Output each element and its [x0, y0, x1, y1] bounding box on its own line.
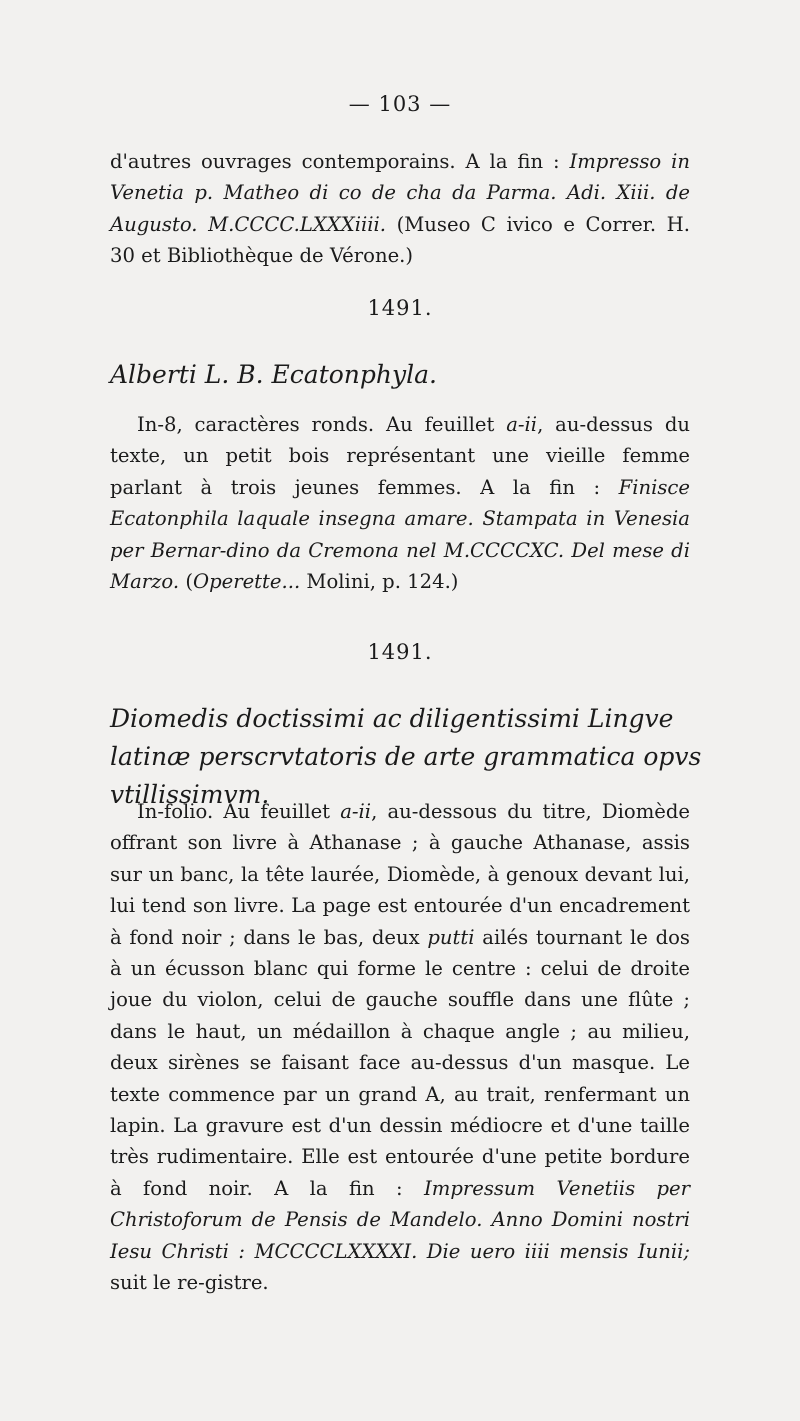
intro-paragraph — [110, 146, 690, 272]
entry2-text-part: suit le re-gistre. — [110, 1271, 269, 1295]
entry2-description — [110, 796, 690, 1299]
intro-colophon: Impresso in Venetia p. Matheo di co de cha da Parma. Adi. Xiii. de Augusto. M.CCCC.LXXXiiii. — [110, 150, 690, 236]
entry1-text-part: , au-dessus du texte, un petit bois représentant une vieille femme parlant à trois jeunes femmes. A la fin : — [110, 413, 690, 499]
entry2-putti: putti — [427, 925, 475, 949]
entry1-year: 1491. — [367, 296, 433, 320]
entry1-text-part: In-8, caractères ronds. Au feuillet — [137, 413, 507, 436]
intro-text — [110, 146, 690, 272]
entry2-leaf: a-ii — [340, 800, 372, 823]
entry1-text — [110, 409, 690, 597]
entry2-text-part: In-folio. Au feuillet — [137, 800, 341, 823]
intro-text-part: d'autres ouvrages contemporains. A la fin : — [110, 150, 570, 173]
intro-reference: (Museo C ivico e Correr. H. 30 et Bibliothèque de Vérone.) — [110, 212, 690, 268]
entry2-colophon: Impressum Venetiis per Christoforum de Pensis de Mandelo. Anno Domini nostri Iesu Christi : MCCCCLXXXXI. Die uero iiii mensis Iunii; — [110, 1176, 690, 1263]
entry1-reference: Molini, p. 124.) — [300, 570, 459, 594]
entry1-text-part: ( — [179, 570, 193, 594]
entry1-colophon: Finisce Ecatonphila laquale insegna amare. Stampata in Venesia per Bernar-dino da Cremona nel M.CCCCXC. Del mese di Marzo. — [110, 475, 690, 594]
entry1-leaf: a-ii — [506, 413, 538, 436]
entry2-text — [110, 796, 690, 1299]
entry2-year: 1491. — [367, 640, 433, 664]
entry2-text-part: , au-dessous du titre, Diomède offrant son livre à Athanase ; à gauche Athanase, assis sur un banc, la tête laurée, Diomède, à genoux devant lui, lui tend son livre. La page est entourée d'un encadrement à fond noir ; dans le bas, deux — [110, 800, 691, 949]
entry1-title: Alberti L. B. Ecatonphyla. — [110, 360, 437, 389]
entry1-ref-title: Operette... — [193, 570, 301, 594]
entry2-title: Diomedis doctissimi ac diligentissimi Lingve latinæ perscrvtatoris de arte grammatica opvs vtillissimvm. — [110, 704, 702, 809]
page-number: — 103 — — [348, 92, 452, 116]
entry2-text-part: ailés tournant le dos à un écusson blanc qui forme le centre : celui de droite joue du violon, celui de gauche souffle dans une flûte ; dans le haut, un médaillon à chaque angle ; au milieu, deux sirènes se faisant face au-dessus d'un masque. Le texte commence par un grand A, au trait, renfermant un lapin. La gravure est d'un dessin médiocre et d'une taille très rudimentaire. Elle est entourée d'une petite bordure à fond noir. A la fin : — [110, 925, 690, 1200]
entry1-description — [110, 409, 690, 597]
